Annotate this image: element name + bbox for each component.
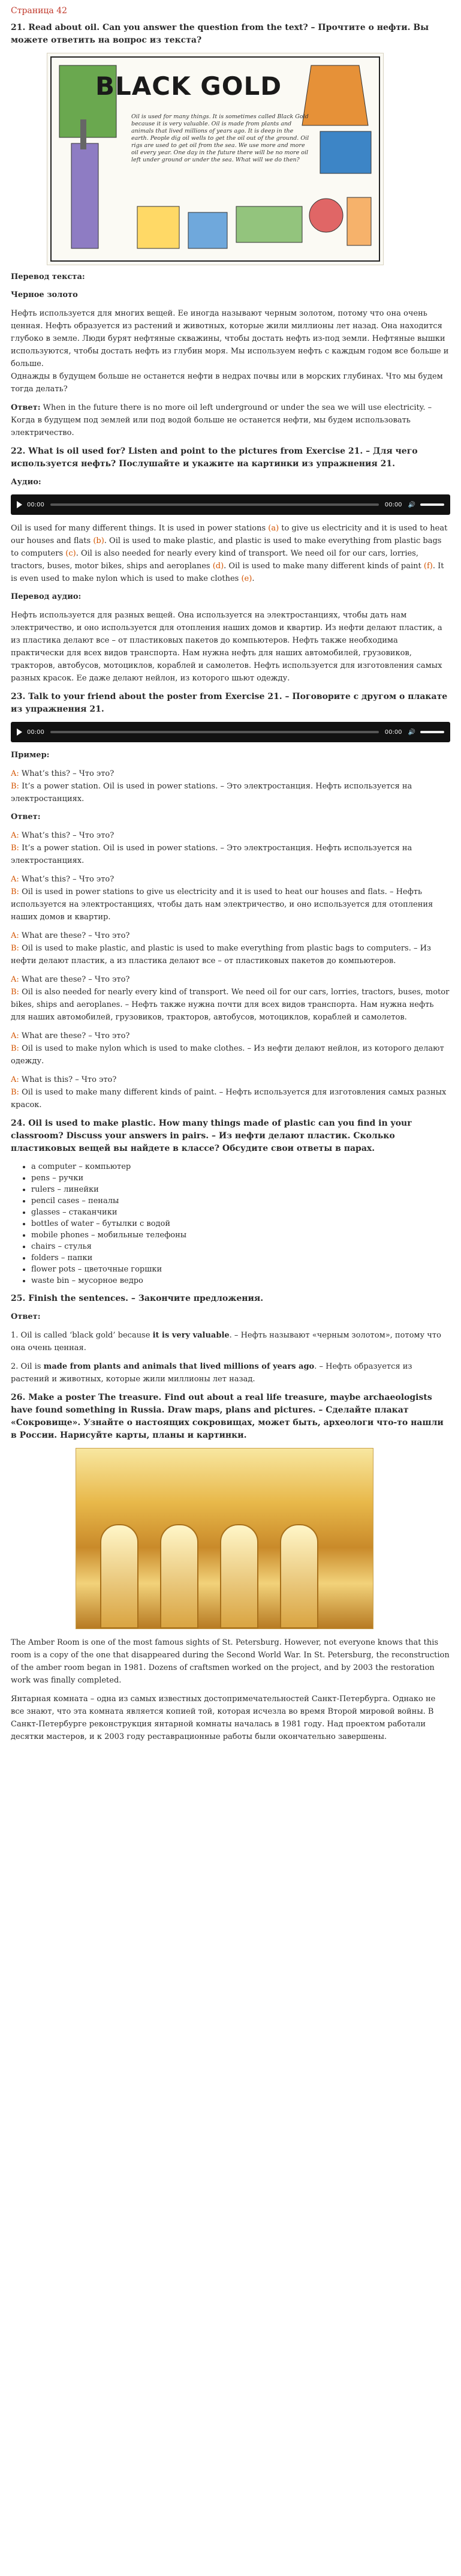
audio-player[interactable] <box>11 494 450 515</box>
speaker-a: A: <box>11 769 19 778</box>
marker-a: (a) <box>268 524 279 533</box>
marker-b: (b) <box>93 536 104 545</box>
audio-label: Аудио: <box>11 478 41 487</box>
audio-time-end: 00:00 <box>384 501 402 508</box>
volume-icon[interactable]: 🔊 <box>408 728 415 736</box>
audio-time-start: 00:00 <box>27 501 44 508</box>
translation-label: Перевод текста: <box>11 272 85 281</box>
list-item: • glasses – стаканчики <box>31 1207 450 1218</box>
audio-progress-bar[interactable] <box>50 503 379 506</box>
example-dialog <box>11 767 450 805</box>
dialog-item <box>11 829 450 867</box>
page-number: Страница 42 <box>11 6 68 16</box>
dialog-a: What’s this? – Что это? <box>19 875 115 884</box>
audio-text-g: . <box>252 574 255 583</box>
dialog-a: What’s this? – Что это? <box>19 831 115 840</box>
poster-title: BLACK GOLD <box>95 71 282 101</box>
arch-decoration <box>280 1524 318 1629</box>
dialog-item <box>11 1030 450 1067</box>
list-item: • waste bin – мусорное ведро <box>31 1275 450 1286</box>
dialog-a: What are these? – Что это? <box>19 975 130 984</box>
speaker-a: A: <box>11 1075 19 1084</box>
ex25-title: 25. Finish the sentences. – Закончите предложения. <box>11 1294 264 1303</box>
arch-decoration <box>160 1524 198 1629</box>
speaker-a: A: <box>11 831 19 840</box>
sentence-1-start: 1. Oil is called ‘black gold’ because <box>11 1331 153 1340</box>
example-a: What’s this? – Что это? <box>19 769 115 778</box>
list-item: • pencil cases – пеналы <box>31 1195 450 1207</box>
ex22-title: 22. What is oil used for? Listen and point to the pictures from Exercise 21. – Для чего используется нефть? Послушайте и укажите на картинки из упражнения 21. <box>11 446 418 469</box>
audio-text <box>11 522 450 585</box>
sentence-2-end: . – Нефть образуется из растений и животных, которые жили миллионы лет назад. <box>11 1362 412 1384</box>
dialog-b: It’s a power station. Oil is used in power stations. – Это электростанция. Нефть используется на электростанциях. <box>11 844 412 865</box>
audio-text-d: . Oil is also needed for nearly every kind of transport. We need oil for our cars, lorries, tractors, buses, motor bikes, ships and aeroplanes <box>11 549 418 571</box>
speaker-a: A: <box>11 875 19 884</box>
ex26-paragraph-ru: Янтарная комната – одна из самых известных достопримечательностей Санкт-Петербурга. Однако не все знают, что эта комната является копией той, которая исчезла во время Второй мировой войны. В Санкт-Петербурге реконструкция янтарной комнаты началась в 1981 году. Над проектом работали десятки мастеров, и к 2003 году реставрационные работы были окончательно завершены. <box>11 1695 436 1741</box>
ex26-title: 26. Make a poster The treasure. Find out about a real life treasure, maybe archaeologists have found something in Russia. Draw maps, plans and pictures. – Сделайте плакат «Сокровище». Узнайте о настоящих сокровищах, может быть, археологи что-то нашли в России. Нарисуйте карты, планы и картинки. <box>11 1393 444 1440</box>
dialog-item <box>11 873 450 923</box>
audio-text-e: . Oil is used to make many different kinds of paint <box>224 562 424 571</box>
translation-p1: Нефть используется для многих вещей. Ее иногда называют черным золотом, потому что она очень ценная. Нефть образуется из растений и животных, которые жили миллионы лет назад. Она находится глубоко в земле. Люди бурят нефтяные скважины, чтобы достать нефть из-под земли. Нефтяные вышки используются, чтобы достать нефть из глубин моря. Мы используем нефть с каждым годом все больше и больше. <box>11 309 449 368</box>
audio-text-c: . Oil is used to make plastic, and plastic is used to make everything from plastic bags to computers <box>11 536 442 558</box>
dialog-a: What is this? – Что это? <box>19 1075 117 1084</box>
marker-d: (d) <box>212 562 224 571</box>
audio-translation-text: Нефть используется для разных вещей. Она используется на электростанциях, чтобы дать нам электричество, и оно используется для отопления наших домов и квартир. Из нефти делают пластик, а из пластика делают все – от пластиковых пакетов до компьютеров. Нефть также необходима практически для всех видов транспорта. Нам нужна нефть для наших автомобилей, грузовиков, тракторов, автобусов, мотоциклов, кораблей и самолетов. Нефть используется для изготовления самых разных красок. Ее даже делают нейлон, из которого шьют одежду. <box>11 611 442 683</box>
dialog-item <box>11 929 450 967</box>
dialog-item <box>11 1073 450 1111</box>
amber-room-photo <box>76 1448 373 1629</box>
sentence-2 <box>11 1360 450 1386</box>
play-icon[interactable] <box>17 728 22 736</box>
audio-translation-label: Перевод аудио: <box>11 592 82 601</box>
audio-time-start: 00:00 <box>27 728 44 736</box>
list-item: • pens – ручки <box>31 1172 450 1184</box>
list-item: • a computer – компьютер <box>31 1161 450 1172</box>
dialog-list <box>11 829 450 1111</box>
poster-text: Oil is used for many things. It is sometimes called Black Gold because it is very valuable. Oil is made from plants and animals that lived millions of years ago. It is deep in the earth. People dig oil wells to get the oil out of the ground. Oil rigs are used to get oil from the sea. We use more and more oil every year. One day in the future there will be no more oil left under ground or under the sea. What will we do then? <box>131 113 309 163</box>
sentence-1 <box>11 1329 450 1354</box>
audio-text-b: to give us electricity and it is used to heat our houses and flats <box>11 524 448 545</box>
dialog-b: Oil is also needed for nearly every kind of transport. We need oil for our cars, lorries, tractors, buses, motor bikes, ships and aeroplanes. – Нефть также нужна почти для всех видов транспорта. Нам нужна нефть для наших автомобилей, грузовиков, тракторов, автобусов, мотоциклов, кораблей и самолетов. <box>11 988 450 1022</box>
dialog-b: Oil is used to make nylon which is used to make clothes. – Из нефти делают нейлон, из которого делают одежду. <box>11 1044 444 1066</box>
black-gold-poster <box>47 53 384 265</box>
answer23-label: Ответ: <box>11 812 41 821</box>
speaker-b: B: <box>11 844 19 853</box>
audio-text-a: Oil is used for many different things. It is used in power stations <box>11 524 269 533</box>
dialog-item <box>11 973 450 1024</box>
plastic-list <box>11 1161 450 1286</box>
ex23-title: 23. Talk to your friend about the poster from Exercise 21. – Поговорите с другом о плакате из упражнения 21. <box>11 692 448 714</box>
ex24-title: 24. Oil is used to make plastic. How many things made of plastic can you find in your classroom? Discuss your answers in pairs. – Из нефти делают пластик. Сколько пластиковых вещей вы найдете в классе? Обсудите свои ответы в парах. <box>11 1118 412 1153</box>
speaker-a: A: <box>11 975 19 984</box>
speaker-a: A: <box>11 1031 19 1040</box>
translation-p2: Однажды в будущем больше не останется нефти в недрах почвы или в морских глубинах. Что мы будем тогда делать? <box>11 372 443 394</box>
dialog-b: Oil is used in power stations to give us electricity and it is used to heat our houses and flats. – Нефть используется на электростанциях, чтобы дать нам электричество, и оно используется для отопления наших домов и квартир. <box>11 887 433 922</box>
sentence-1-end: . – Нефть называют «черным золотом», потому что она очень ценная. <box>11 1331 441 1353</box>
list-item: • mobile phones – мобильные телефоны <box>31 1229 450 1241</box>
ex26-paragraph-en: The Amber Room is one of the most famous sights of St. Petersburg. However, not everyone knows that this room is a copy of the one that disappeared during the Second World War. In St. Petersburg, the reconstruction of the amber room began in 1981. Dozens of craftsmen worked on the project, and by 2003 the restoration work was finally completed. <box>11 1638 450 1685</box>
answer21 <box>11 401 450 439</box>
marker-f: (f) <box>423 562 433 571</box>
list-item: • bottles of water – бутылки с водой <box>31 1218 450 1229</box>
volume-slider[interactable] <box>420 731 444 733</box>
speaker-b: B: <box>11 944 19 953</box>
sentence-2-start: 2. Oil is <box>11 1362 44 1371</box>
answer-label: Ответ: <box>11 403 41 412</box>
example-b: It’s a power station. Oil is used in power stations. – Это электростанция. Нефть используется на электростанциях. <box>11 782 412 803</box>
arch-decoration <box>220 1524 258 1629</box>
list-item: • rulers – линейки <box>31 1184 450 1195</box>
speaker-b: B: <box>11 1044 19 1053</box>
speaker-b: B: <box>11 782 19 791</box>
sentence-1-answer: it is very valuable <box>152 1331 230 1340</box>
audio-player-2[interactable] <box>11 722 450 742</box>
dialog-b: Oil is used to make plastic, and plastic is used to make everything from plastic bags to computers. – Из нефти делают пластик, а из пластика делают все – от пластиковых пакетов до компьютеров. <box>11 944 432 965</box>
play-icon[interactable] <box>17 501 22 508</box>
example-label: Пример: <box>11 751 50 760</box>
arch-decoration <box>100 1524 138 1629</box>
speaker-b: B: <box>11 1088 19 1097</box>
ex25-label: Ответ: <box>11 1312 41 1321</box>
speaker-a: A: <box>11 931 19 940</box>
translation-paragraph <box>11 307 450 395</box>
audio-progress-bar[interactable] <box>50 731 379 733</box>
volume-icon[interactable]: 🔊 <box>408 501 415 508</box>
marker-e: (e) <box>241 574 252 583</box>
marker-c: (c) <box>65 549 76 558</box>
ex21-title: 21. Read about oil. Can you answer the question from the text? – Прочтите о нефти. Вы можете ответить на вопрос из текста? <box>11 23 429 45</box>
audio-time-end: 00:00 <box>384 728 402 736</box>
dialog-b: Oil is used to make many different kinds of paint. – Нефть используется для изготовления самых разных красок. <box>11 1088 447 1109</box>
speaker-b: B: <box>11 887 19 896</box>
list-item: • folders – папки <box>31 1252 450 1264</box>
audio-text-f: . It is even used to make nylon which is used to make clothes <box>11 562 444 583</box>
volume-slider[interactable] <box>420 503 444 506</box>
dialog-a: What are these? – Что это? <box>19 1031 130 1040</box>
speaker-b: B: <box>11 988 19 997</box>
sentence-2-answer: made from plants and animals that lived millions of years ago <box>43 1362 315 1371</box>
translation-heading: Черное золото <box>11 290 78 299</box>
list-item: • chairs – стулья <box>31 1241 450 1252</box>
dialog-a: What are these? – Что это? <box>19 931 130 940</box>
list-item: • flower pots – цветочные горшки <box>31 1264 450 1275</box>
answer21-text: When in the future there is no more oil left underground or under the sea we will use electricity. – Когда в будущем под землей или под водой больше не останется нефти, мы будем использовать электричество. <box>11 403 432 437</box>
